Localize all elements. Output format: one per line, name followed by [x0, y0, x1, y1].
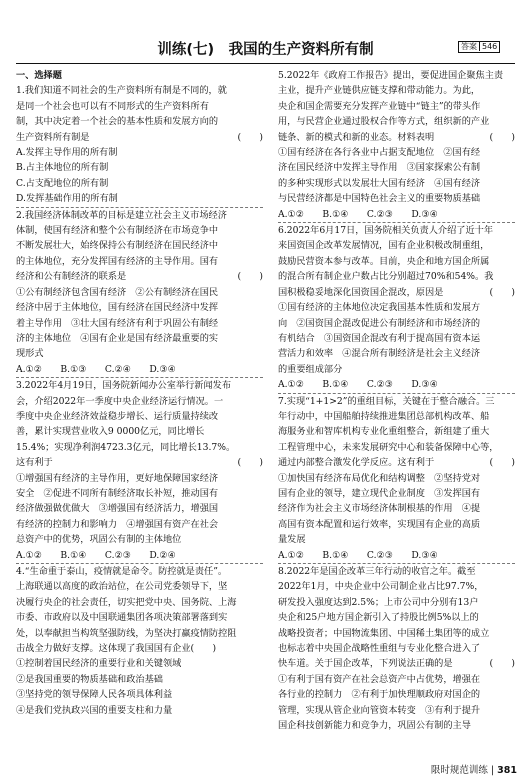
option-line: 各行业的控制力 ②有利于加快理顺政府对国企的 [278, 689, 481, 701]
option-line: 国企科技创新能力和竞争力，巩固公有制的主导 [278, 720, 471, 732]
option-line: 有经济的控制力和影响力 ④增强国有资产在社会 [16, 518, 219, 530]
option-line: D.发挥基础作用的所有制 [16, 193, 118, 205]
option-line: A.发挥主导作用的所有制 [16, 147, 118, 159]
option-line: A.①② B.①④ C.②③ D.③④ [278, 549, 438, 561]
option-line: 经济做强做优做大 ③增强国有经济活力，增强国 [16, 503, 219, 515]
section-heading: 一、选择题 [16, 70, 62, 81]
answer-blank: ( ) [237, 131, 263, 143]
option-line: 安全 ②促进不同所有制经济取长补短，推动国有 [16, 487, 219, 499]
answer-blank: ( ) [237, 271, 263, 283]
option-line: 向 ②国资国企混改促进公有制经济和市场经济的 [278, 317, 481, 329]
option-line: 经济中居于主体地位，国有经济在国民经济中发挥 [16, 302, 219, 314]
left-column [16, 68, 263, 718]
answer-tag [458, 41, 500, 53]
question-line-text: 这有利于 [16, 457, 53, 469]
right-column [278, 68, 515, 733]
question-left-2 [16, 208, 263, 378]
answer-blank: ( ) [489, 658, 515, 670]
question-line: 7.实现“1+1>2”的重组目标，关键在于整合融合。三 [278, 395, 495, 407]
option-line: 国有企业的领导，建立现代企业制度 ③发挥国有 [278, 487, 481, 499]
option-line: ①增强国有经济的主导作用，更好地保障国家经济 [16, 472, 219, 484]
option-line: ①公有制经济包含国有经济 ②公有制经济在国民 [16, 286, 219, 298]
option-line: 现形式 [16, 348, 44, 360]
question-line: 的主体地位，充分发挥国有经济的主导作用。国有 [16, 255, 219, 267]
question-left-1 [16, 83, 263, 207]
question-line: 2022年1月，中央企业中公司制企业占比97.7%， [278, 581, 484, 593]
question-line: 3.2022年4月19日，国务院新闻办公室举行新闻发布 [16, 380, 232, 392]
option-line: ①有利于国有资产在社会总资产中占优势，增强在 [278, 673, 481, 685]
question-right-4 [278, 564, 515, 733]
option-line: ①加快国有经济布局优化和结构调整 ②坚持党对 [278, 472, 481, 484]
option-line: ①国有经济在各行各业中占据支配地位 ②国有经 [278, 147, 481, 159]
question-line: 处，以奉献担当构筑坚强防线，为坚决打赢疫情防控阻 [16, 627, 237, 639]
question-line [16, 269, 263, 284]
question-line: 1.我们知道不同社会的生产资料所有制是不同的，就 [16, 85, 227, 97]
question-line: 也标志着中央国企战略性重组与专业化整合进入了 [278, 643, 481, 655]
option-line: ④是我们党执政兴国的重要支柱和力量 [16, 704, 173, 716]
option-line: ②是我国重要的物质基础和政治基础 [16, 673, 163, 685]
question-line: 会，介绍2022年一季度中央企业经济运行情况。一 [16, 395, 224, 407]
question-line [16, 455, 263, 470]
question-line: 不断发展壮大，始终保持公有制经济在国民经济中 [16, 240, 219, 252]
question-line: 主业，提升产业链供应链支撑和带动能力。为此， [278, 85, 481, 97]
answer-blank: ( ) [489, 131, 515, 143]
option-line: 经济作为社会主义市场经济体制根基的作用 ④提 [278, 503, 481, 515]
footer-label: 限时规范训练 [430, 765, 488, 776]
question-line: 制，其中决定着一个社会的基本性质和发展方向的 [16, 116, 219, 128]
option-line: 量发展 [278, 534, 306, 546]
option-line: 总资产中的优势，巩固公有制的主体地位 [16, 534, 182, 546]
question-line [278, 285, 515, 300]
option-line: 的多种实现形式以发展壮大国有经济 ④国有经济 [278, 177, 481, 189]
answer-tag-page: 546 [482, 42, 498, 51]
option-line: 济在国民经济中发挥主导作用 ③国家探索公有制 [278, 162, 481, 174]
question-line: 决履行央企的社会责任，切实把党中央、国务院、上海 [16, 596, 237, 608]
question-line [278, 455, 515, 470]
question-line: 2.我国经济体制改革的目标是建立社会主义市场经济 [16, 209, 227, 221]
question-line: 体制，使国有经济和整个公有制经济在市场竞争中 [16, 225, 219, 237]
question-line-text: 国积极稳妥地深化国资国企混改，原因是 [278, 286, 444, 298]
question-line: 的混合所有制企业户数占比分别超过70%和54%。我 [278, 271, 494, 283]
page-footer: 限时规范训练 | 381 [430, 765, 517, 776]
question-line [278, 656, 515, 671]
question-line: 央企和25户地方国企新引入了持股比例5%以上的 [278, 612, 479, 624]
option-line: 营活力和效率 ④混合所有制经济是社会主义经济 [278, 348, 481, 360]
page-number: 381 [497, 765, 517, 776]
question-left-4 [16, 564, 263, 718]
question-line [278, 130, 515, 145]
question-line: 15.4%；实现净利润4723.3亿元，同比增长13.7%。 [16, 441, 236, 453]
question-line: 6.2022年6月17日，国务院相关负责人介绍了近十年 [278, 225, 494, 237]
answer-tag-label: 答案 [461, 42, 480, 51]
question-line: 鼓励民营资本参与改革。目前，央企和地方国企所属 [278, 255, 490, 267]
question-line: 4.“生命重于泰山，疫情就是命令。防控就是责任”。 [16, 566, 228, 577]
option-line: 着主导作用 ③壮大国有经济有利于巩固公有制经 [16, 317, 219, 329]
question-line: 研发投入强度达到2.5%；上市公司中分别有13户 [278, 596, 479, 608]
question-left-3 [16, 378, 263, 564]
title-divider [16, 63, 515, 64]
question-line: 是同一个社会也可以有不同形式的生产资料所有 [16, 100, 209, 112]
question-line: 年行动中，中国船舶持续推进集团总部机构改革、船 [278, 410, 490, 422]
answer-blank: ( ) [237, 457, 263, 469]
question-line: 8.2022年是国企改革三年行动的收官之年。截至 [278, 566, 476, 577]
question-line: 上海联通以高度的政治站位，在公司党委领导下，坚 [16, 581, 228, 593]
option-line: A.①② B.①③ C.②④ D.③④ [16, 363, 176, 375]
question-line: 来国资国企改革发展情况，国有企业积极改制重组， [278, 240, 490, 252]
option-line: A.①② B.①④ C.②③ D.③④ [278, 379, 438, 391]
left-question-list [16, 83, 263, 718]
option-line: C.占支配地位的所有制 [16, 177, 109, 189]
question-line: 战略投资者；中国物流集团、中国稀土集团等的成立 [278, 627, 490, 639]
option-line: 高国有资本配置和运行效率，实现国有企业的高质 [278, 518, 481, 530]
question-line: 善，累计实现营业收入9 0000亿元，同比增长 [16, 426, 205, 438]
question-line [16, 130, 263, 145]
option-line: 济的主体地位 ④国有企业是国有经济最重要的实 [16, 332, 219, 344]
question-line: 季度中央企业经济效益稳步增长、运行质量持续改 [16, 410, 219, 422]
option-line: A.①② B.①④ C.②③ D.③④ [278, 208, 438, 220]
question-right-1 [278, 68, 515, 223]
option-line: 有机结合 ③国资国企混改有利于提高国有资本运 [278, 332, 481, 344]
answer-blank: ( ) [489, 286, 515, 298]
question-line-text: 快车道。关于国企改革，下列说法正确的是 [278, 658, 453, 670]
option-line: A.①② B.①④ C.②③ D.②④ [16, 549, 176, 561]
answer-blank: ( ) [489, 457, 515, 469]
question-line: 用，与民营企业通过股权合作等方式，组织新的产业 [278, 116, 490, 128]
option-line: 管理，实现从管企业向管资本转变 ③有利于提升 [278, 704, 481, 716]
question-line: 央企和国企需要充分发挥产业链中“链主”的带头作 [278, 100, 481, 112]
option-line: 的重要组成部分 [278, 363, 343, 375]
question-line-text: 通过内部整合激发化学反应。这有利于 [278, 457, 435, 469]
option-line: ①控制着国民经济的重要行业和关键领域 [16, 658, 182, 670]
option-line: 与民营经济都是中国特色社会主义的重要物质基础 [278, 193, 481, 205]
question-line-text: 生产资料所有制是 [16, 131, 90, 143]
question-right-3 [278, 394, 515, 564]
question-line: 工程管理中心，未来发展研究中心和装备保障中心等， [278, 441, 499, 453]
right-question-list [278, 68, 515, 733]
question-line: 海服务业和智库机构专业化重组整合，新组建了重大 [278, 426, 490, 438]
question-line-text: 链条、新的模式和新的业态。材料表明 [278, 131, 435, 143]
question-line: 击战全力做好支撑。这体现了我国国有企业( ) [16, 643, 217, 655]
question-line: 市委、市政府以及中国联通集团各项决策部署落到实 [16, 612, 228, 624]
question-line-text: 经济和公有制经济的联系是 [16, 271, 127, 283]
option-line: B.占主体地位的所有制 [16, 162, 109, 174]
option-line: ①国有经济的主体地位决定我国基本性质和发展方 [278, 302, 481, 314]
page-title: 训练(七) 我国的生产资料所有制 [157, 42, 374, 58]
option-line: ③坚持党的领导保障人民各项具体利益 [16, 689, 173, 701]
question-right-2 [278, 223, 515, 393]
question-line: 5.2022年《政府工作报告》提出，要促进国企聚焦主责 [278, 70, 504, 81]
